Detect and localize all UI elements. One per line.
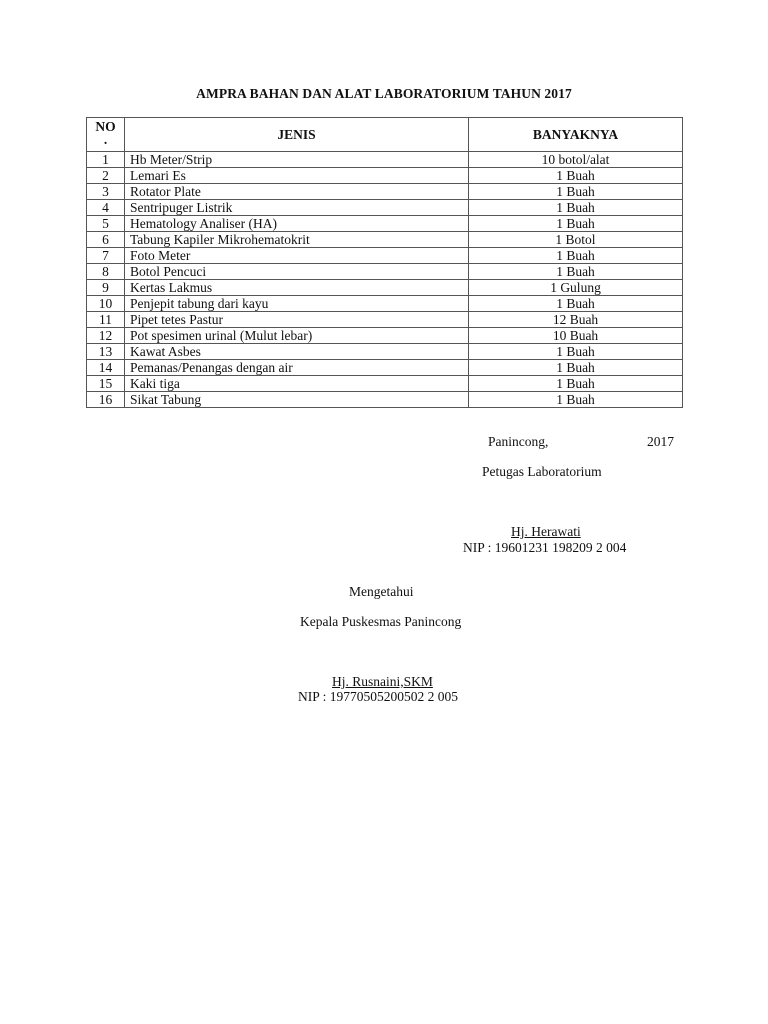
row-banyaknya: 1 Buah [469, 376, 683, 392]
row-jenis: Rotator Plate [125, 184, 469, 200]
table-row [87, 248, 683, 264]
row-banyaknya: 1 Gulung [469, 280, 683, 296]
head-role: Kepala Puskesmas Panincong [300, 614, 462, 629]
row-no: 15 [87, 376, 125, 392]
table-row [87, 312, 683, 328]
table-row [87, 296, 683, 312]
lab-officer-role: Petugas Laboratorium [482, 464, 602, 479]
acknowledged-label: Mengetahui [349, 584, 414, 599]
document-title: AMPRA BAHAN DAN ALAT LABORATORIUM TAHUN 2017 [196, 86, 572, 101]
row-banyaknya: 1 Buah [469, 168, 683, 184]
head-name: Hj. Rusnaini,SKM [332, 674, 433, 689]
row-no: 8 [87, 264, 125, 280]
row-jenis: Kaki tiga [125, 376, 469, 392]
row-jenis: Pipet tetes Pastur [125, 312, 469, 328]
header-banyaknya: BANYAKNYA [469, 118, 683, 152]
equipment-table [86, 117, 683, 408]
row-no: 10 [87, 296, 125, 312]
table-row [87, 360, 683, 376]
row-jenis: Botol Pencuci [125, 264, 469, 280]
row-banyaknya: 1 Buah [469, 344, 683, 360]
table-row [87, 152, 683, 168]
table-row [87, 232, 683, 248]
row-jenis: Penjepit tabung dari kayu [125, 296, 469, 312]
row-jenis: Kawat Asbes [125, 344, 469, 360]
table-row [87, 328, 683, 344]
row-jenis: Sentripuger Listrik [125, 200, 469, 216]
row-no: 1 [87, 152, 125, 168]
row-no: 5 [87, 216, 125, 232]
header-no [87, 118, 125, 152]
row-jenis: Tabung Kapiler Mikrohematokrit [125, 232, 469, 248]
table-header-row [87, 118, 683, 152]
table-row [87, 280, 683, 296]
head-nip: NIP : 19770505200502 2 005 [298, 689, 459, 704]
table-row [87, 200, 683, 216]
row-banyaknya: 1 Buah [469, 392, 683, 408]
row-no: 12 [87, 328, 125, 344]
row-jenis: Sikat Tabung [125, 392, 469, 408]
header-jenis: JENIS [125, 118, 469, 152]
table-row [87, 376, 683, 392]
row-jenis: Foto Meter [125, 248, 469, 264]
header-no-line2: . [103, 132, 108, 147]
row-no: 9 [87, 280, 125, 296]
table-row [87, 264, 683, 280]
row-jenis: Lemari Es [125, 168, 469, 184]
row-jenis: Pemanas/Penangas dengan air [125, 360, 469, 376]
row-no: 2 [87, 168, 125, 184]
lab-officer-name: Hj. Herawati [511, 524, 581, 539]
table-row [87, 184, 683, 200]
row-banyaknya: 1 Buah [469, 264, 683, 280]
table-row [87, 168, 683, 184]
row-banyaknya: 10 botol/alat [469, 152, 683, 168]
row-no: 4 [87, 200, 125, 216]
row-no: 3 [87, 184, 125, 200]
table-body [87, 152, 683, 408]
row-jenis: Hematology Analiser (HA) [125, 216, 469, 232]
row-banyaknya: 10 Buah [469, 328, 683, 344]
row-no: 13 [87, 344, 125, 360]
row-banyaknya: 1 Botol [469, 232, 683, 248]
signature-year: 2017 [647, 434, 674, 449]
row-no: 16 [87, 392, 125, 408]
lab-officer-nip: NIP : 19601231 198209 2 004 [463, 540, 627, 555]
row-jenis: Hb Meter/Strip [125, 152, 469, 168]
row-banyaknya: 1 Buah [469, 248, 683, 264]
table-row [87, 216, 683, 232]
row-no: 11 [87, 312, 125, 328]
table-row [87, 344, 683, 360]
row-banyaknya: 1 Buah [469, 360, 683, 376]
signature-place: Panincong, [488, 434, 549, 449]
table-row [87, 392, 683, 408]
row-jenis: Kertas Lakmus [125, 280, 469, 296]
row-no: 7 [87, 248, 125, 264]
row-no: 14 [87, 360, 125, 376]
row-jenis: Pot spesimen urinal (Mulut lebar) [125, 328, 469, 344]
row-banyaknya: 1 Buah [469, 200, 683, 216]
row-banyaknya: 1 Buah [469, 296, 683, 312]
header-no-line1: NO [95, 119, 116, 134]
row-no: 6 [87, 232, 125, 248]
row-banyaknya: 1 Buah [469, 184, 683, 200]
row-banyaknya: 1 Buah [469, 216, 683, 232]
row-banyaknya: 12 Buah [469, 312, 683, 328]
table-header [87, 118, 683, 152]
